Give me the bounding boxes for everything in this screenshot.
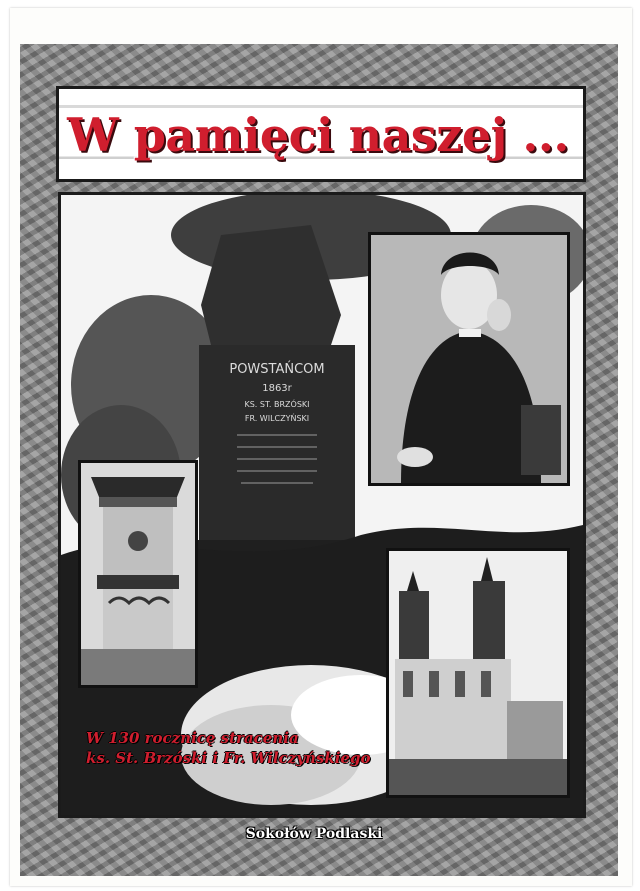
monument-text-line-2: 1863r	[262, 383, 292, 394]
commemoration-caption	[86, 728, 406, 768]
portrait-photo	[368, 232, 570, 486]
caption-line-1: W 130 rocznicę stracenia	[86, 729, 299, 747]
priest-portrait-illustration	[371, 235, 567, 483]
cover-title: W pamięci naszej ...	[67, 108, 569, 162]
pulpit-illustration	[81, 463, 195, 685]
caption-line-2: ks. St. Brzóski i Fr. Wilczyńskiego	[86, 749, 371, 767]
place-name: Sokołów Podlaski	[245, 826, 383, 842]
monument-text-line-4: FR. WILCZYŃSKI	[244, 414, 310, 423]
church-illustration	[389, 551, 567, 795]
monument-text-line-1: POWSTAŃCOM	[229, 362, 325, 377]
church-photo	[386, 548, 570, 798]
pulpit-photo	[78, 460, 198, 688]
monument-text-line-3: KS. ST. BRZÓSKI	[244, 400, 310, 409]
